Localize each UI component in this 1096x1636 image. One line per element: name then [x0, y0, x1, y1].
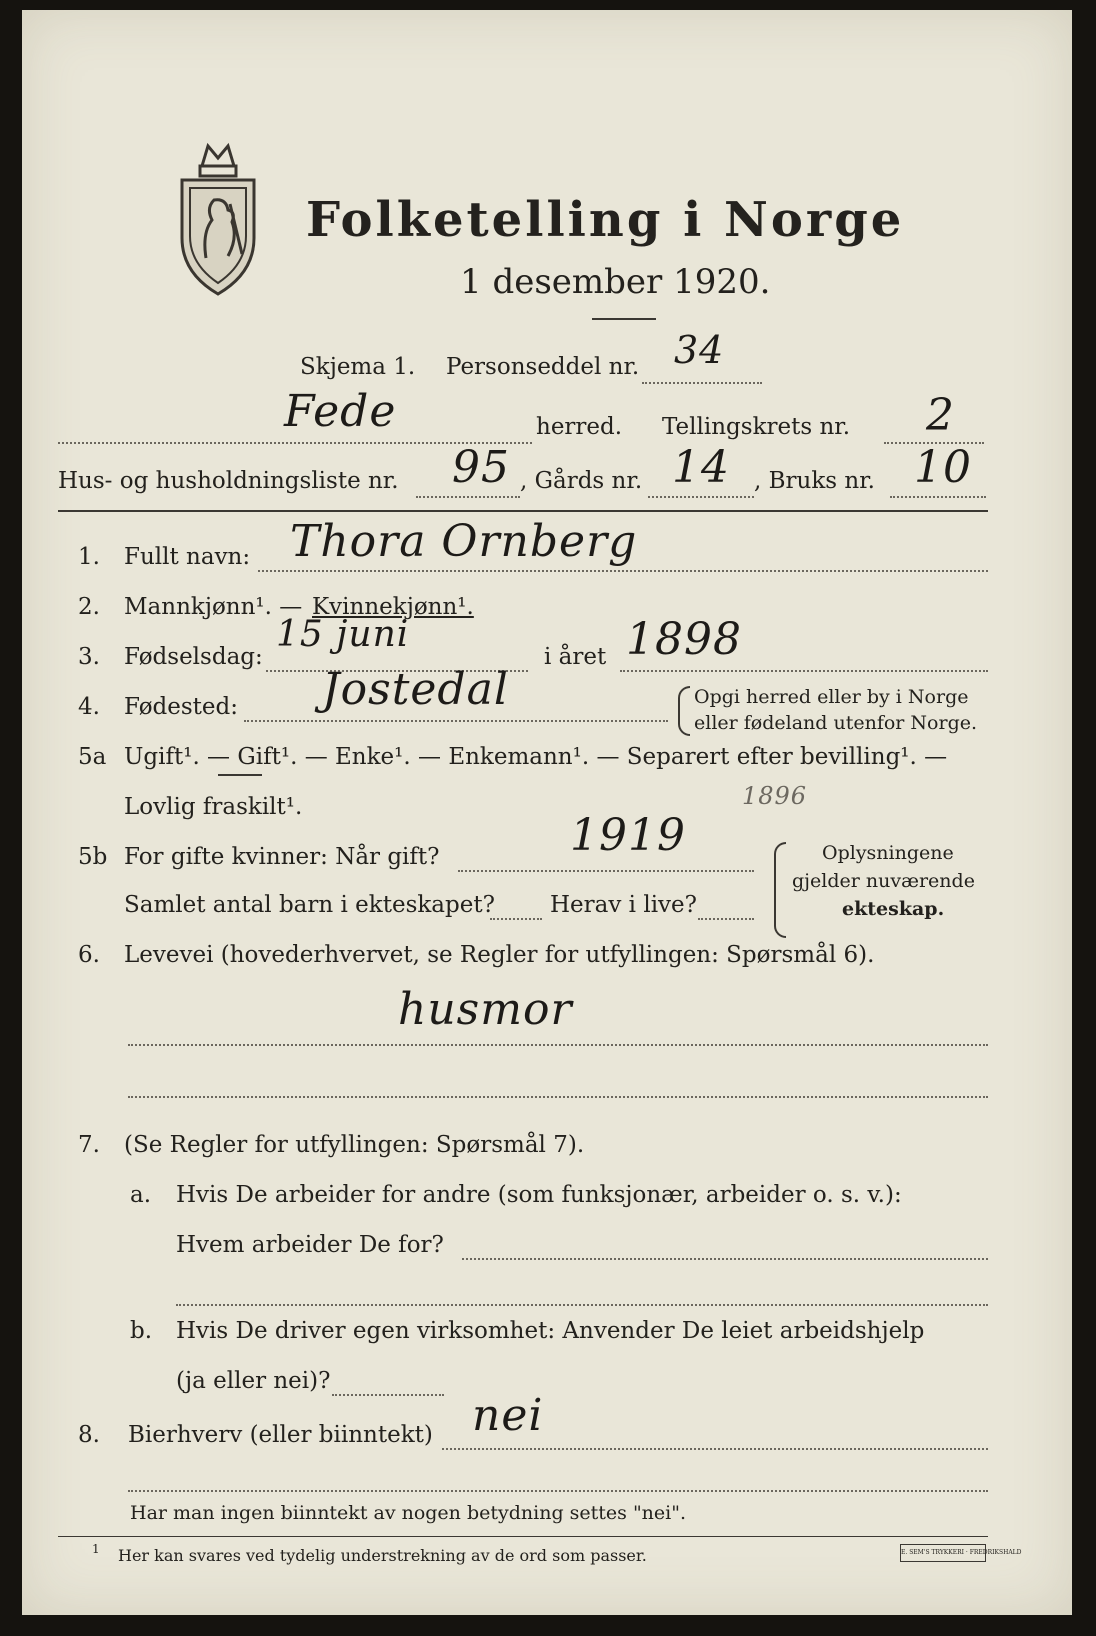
printer-stamp: E. SEM'S TRYKKERI · FREDRIKSHALD: [900, 1544, 986, 1562]
q7-number: 7.: [78, 1132, 100, 1158]
q3-year-label: i året: [544, 644, 607, 670]
q5a-options-line2: Lovlig fraskilt¹.: [124, 794, 303, 820]
q7b-label1: Hvis De driver egen virksomhet: Anvender De leiet arbeidshjelp: [176, 1318, 925, 1344]
tellingskrets-label: Tellingskrets nr.: [662, 414, 851, 440]
hus-label: Hus- og husholdningsliste nr.: [58, 468, 399, 494]
q5b-label2: Samlet antal barn i ekteskapet?: [124, 892, 495, 918]
q5b-note-line1: Oplysningene: [822, 842, 954, 864]
q7a-label2: Hvem arbeider De for?: [176, 1232, 444, 1258]
footnote-text: Her kan svares ved tydelig understrekning av de ord som passer.: [118, 1546, 647, 1565]
coat-of-arms-emblem: [172, 138, 264, 298]
q5a-options-line1: Ugift¹. — Gift¹. — Enke¹. — Enkemann¹. — Separert efter bevilling¹. —: [124, 744, 948, 770]
q5b-line3: [698, 918, 754, 920]
q7a-letter: a.: [130, 1182, 152, 1208]
q6-value: husmor: [398, 984, 573, 1035]
q8-label: Bierhverv (eller biinntekt): [128, 1422, 433, 1448]
q7a-line2: [176, 1304, 988, 1306]
personseddel-label: Personseddel nr.: [446, 354, 640, 380]
q6-label: Levevei (hovederhvervet, se Regler for utfyllingen: Spørsmål 6).: [124, 942, 875, 968]
footer-divider: [58, 1536, 988, 1537]
q1-number: 1.: [78, 544, 100, 570]
personseddel-line: [642, 382, 762, 384]
q7b-line: [332, 1394, 444, 1396]
personseddel-value: 34: [674, 328, 725, 372]
q1-label: Fullt navn:: [124, 544, 251, 570]
q5b-label1: For gifte kvinner: Når gift?: [124, 844, 440, 870]
hus-line: [416, 496, 520, 498]
q5b-number: 5b: [78, 844, 108, 870]
gards-line: [648, 496, 754, 498]
footer-note: Har man ingen biinntekt av nogen betydning settes "nei".: [130, 1502, 687, 1524]
bruks-line: [890, 496, 986, 498]
q4-line: [244, 720, 668, 722]
q5b-line1: [458, 870, 754, 872]
q3-number: 3.: [78, 644, 100, 670]
q5b-note-line2: gjelder nuværende: [792, 870, 975, 892]
q3-label: Fødselsdag:: [124, 644, 263, 670]
q8-value: nei: [472, 1390, 544, 1441]
herred-label: herred.: [536, 414, 623, 440]
q3-value: 15 juni: [276, 614, 410, 655]
q3-year-line: [620, 670, 988, 672]
q7-label: (Se Regler for utfyllingen: Spørsmål 7).: [124, 1132, 585, 1158]
title-divider: [592, 318, 656, 320]
q7b-letter: b.: [130, 1318, 153, 1344]
q2-male-option: Mannkjønn¹. —: [124, 594, 303, 620]
q4-note-line2: eller fødeland utenfor Norge.: [694, 712, 978, 734]
q8-number: 8.: [78, 1422, 100, 1448]
q6-line1: [128, 1044, 988, 1046]
bruks-label: , Bruks nr.: [754, 468, 875, 494]
gards-value: 14: [672, 442, 730, 493]
q5b-note-line3: ekteskap.: [842, 898, 945, 920]
census-form-page: [22, 10, 1072, 1615]
bruks-value: 10: [914, 442, 972, 493]
gards-label: , Gårds nr.: [520, 468, 643, 494]
q4-number: 4.: [78, 694, 100, 720]
q5b-line2: [490, 918, 542, 920]
q5a-margin-note: 1896: [742, 782, 808, 810]
q8-line2: [128, 1490, 988, 1492]
q5b-value1: 1919: [570, 810, 686, 861]
q5a-gift-underline: [218, 774, 262, 776]
q4-value: Jostedal: [322, 664, 509, 715]
q6-line2: [128, 1096, 988, 1098]
q1-value: Thora Ornberg: [290, 516, 638, 567]
q6-number: 6.: [78, 942, 100, 968]
q5b-label3: Herav i live?: [550, 892, 697, 918]
form-title: Folketelling i Norge: [306, 192, 905, 248]
q7a-label1: Hvis De arbeider for andre (som funksjonær, arbeider o. s. v.):: [176, 1182, 902, 1208]
q7a-line1: [462, 1258, 988, 1260]
q1-line: [258, 570, 988, 572]
tellingskrets-value: 2: [926, 390, 955, 441]
q4-note-brace: [678, 686, 690, 736]
q4-label: Fødested:: [124, 694, 239, 720]
q7b-label2: (ja eller nei)?: [176, 1368, 331, 1394]
q3-year-value: 1898: [626, 614, 742, 665]
q8-line1: [442, 1448, 988, 1450]
q5b-note-brace: [774, 842, 786, 938]
q4-note-line1: Opgi herred eller by i Norge: [694, 686, 969, 708]
herred-value: Fede: [284, 386, 397, 437]
header-divider: [58, 510, 988, 512]
hus-value: 95: [452, 442, 510, 493]
q2-number: 2.: [78, 594, 100, 620]
footnote-mark: 1: [92, 1542, 100, 1556]
q2-female-option: Kvinnekjønn¹.: [312, 594, 474, 620]
q5a-number: 5a: [78, 744, 107, 770]
form-date: 1 desember 1920.: [460, 262, 771, 302]
schema-label: Skjema 1.: [300, 354, 416, 380]
